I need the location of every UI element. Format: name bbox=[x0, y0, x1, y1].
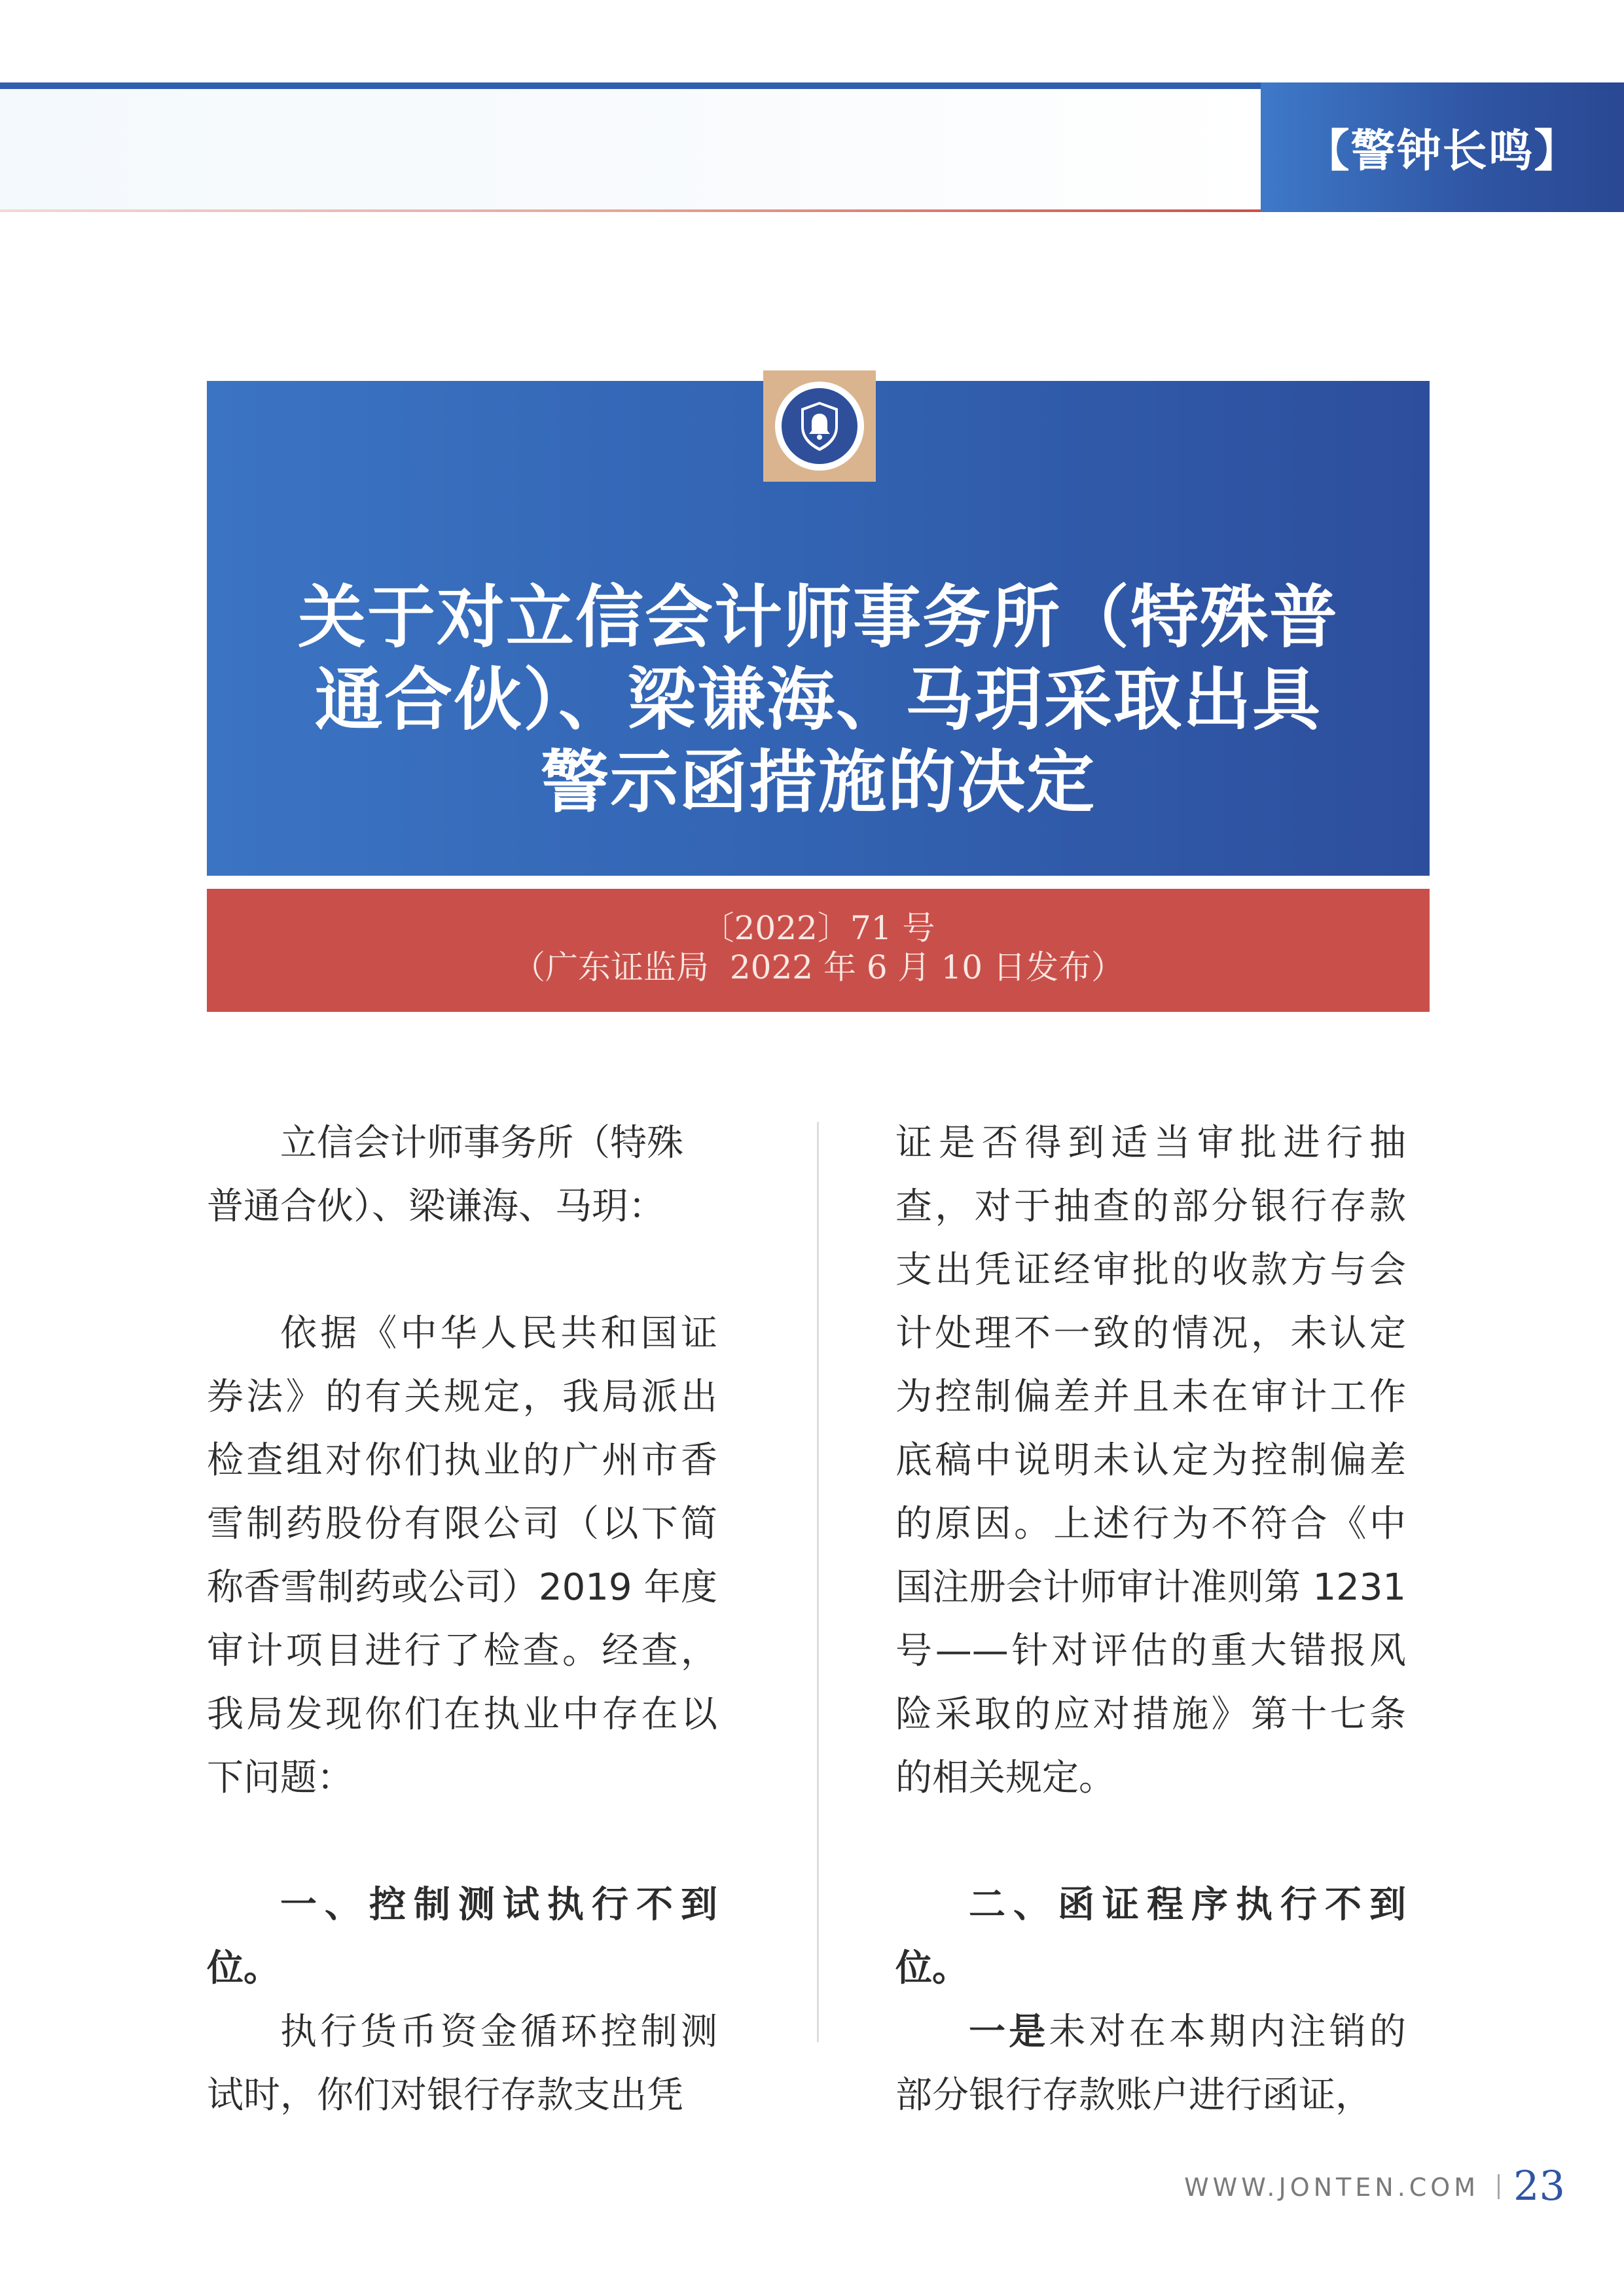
issuer-line: （广东证监局 2022 年 6 月 10 日发布） bbox=[513, 948, 1124, 986]
footer-separator bbox=[1498, 2174, 1500, 2199]
title-line: 警示函措施的决定 bbox=[540, 742, 1096, 822]
section-tag: 【警钟长鸣】 bbox=[1261, 82, 1624, 212]
footer-url: WWW.JONTEN.COM bbox=[1184, 2173, 1479, 2202]
salutation bbox=[207, 1111, 717, 1238]
title-line: 通合伙）、梁谦海、马玥采取出具 bbox=[314, 660, 1322, 740]
paragraph-2-lead: 一是 bbox=[969, 2011, 1049, 2053]
salutation-line-2: 普通合伙）、梁谦海、马玥： bbox=[207, 1185, 665, 1228]
header-accent-line bbox=[0, 209, 1261, 212]
article-title bbox=[207, 576, 1430, 823]
document-info-banner bbox=[207, 889, 1430, 1012]
heading-1: 一、控制测试执行不到位。 bbox=[207, 1884, 717, 1990]
right-column bbox=[895, 1111, 1406, 2127]
heading-2: 二、函证程序执行不到位。 bbox=[895, 1884, 1406, 1990]
paragraph-2 bbox=[895, 2000, 1406, 2127]
title-line: 关于对立信会计师事务所（特殊普 bbox=[297, 577, 1339, 657]
page-number: 23 bbox=[1513, 2162, 1565, 2210]
paragraph-2-text: 未对在本期内注销的部分银行存款账户进行函证， bbox=[895, 2011, 1407, 2117]
left-column bbox=[207, 1111, 717, 2127]
header-rule bbox=[0, 82, 1261, 89]
intro-paragraph: 依据《中华人民共和国证券法》的有关规定，我局派出检查组对你们执业的广州市香雪制药股份有限公司（以下简称香雪制药或公司）2019 年度审计项目进行了检查。经查，我局发现你们在执业中存在以下问题： bbox=[207, 1312, 717, 1799]
document-number: 〔2022〕71 号 bbox=[701, 909, 935, 947]
column-divider bbox=[817, 1122, 819, 2042]
shield-bell-icon bbox=[763, 370, 876, 482]
header-band bbox=[0, 89, 1261, 209]
salutation-line-1: 立信会计师事务所（特殊 bbox=[280, 1122, 683, 1164]
paragraph-1: 执行货币资金循环控制测试时，你们对银行存款支出凭 bbox=[207, 2011, 717, 2117]
paragraph-1-continued: 证是否得到适当审批进行抽查，对于抽查的部分银行存款支出凭证经审批的收款方与会计处理不一致的情况，未认定为控制偏差并且未在审计工作底稿中说明未认定为控制偏差的原因。上述行为不符合《中国注册会计师审计准则第 1231 号——针对评估的重大错报风险采取的应对措施》第十七条的相关规定。 bbox=[895, 1122, 1406, 1799]
